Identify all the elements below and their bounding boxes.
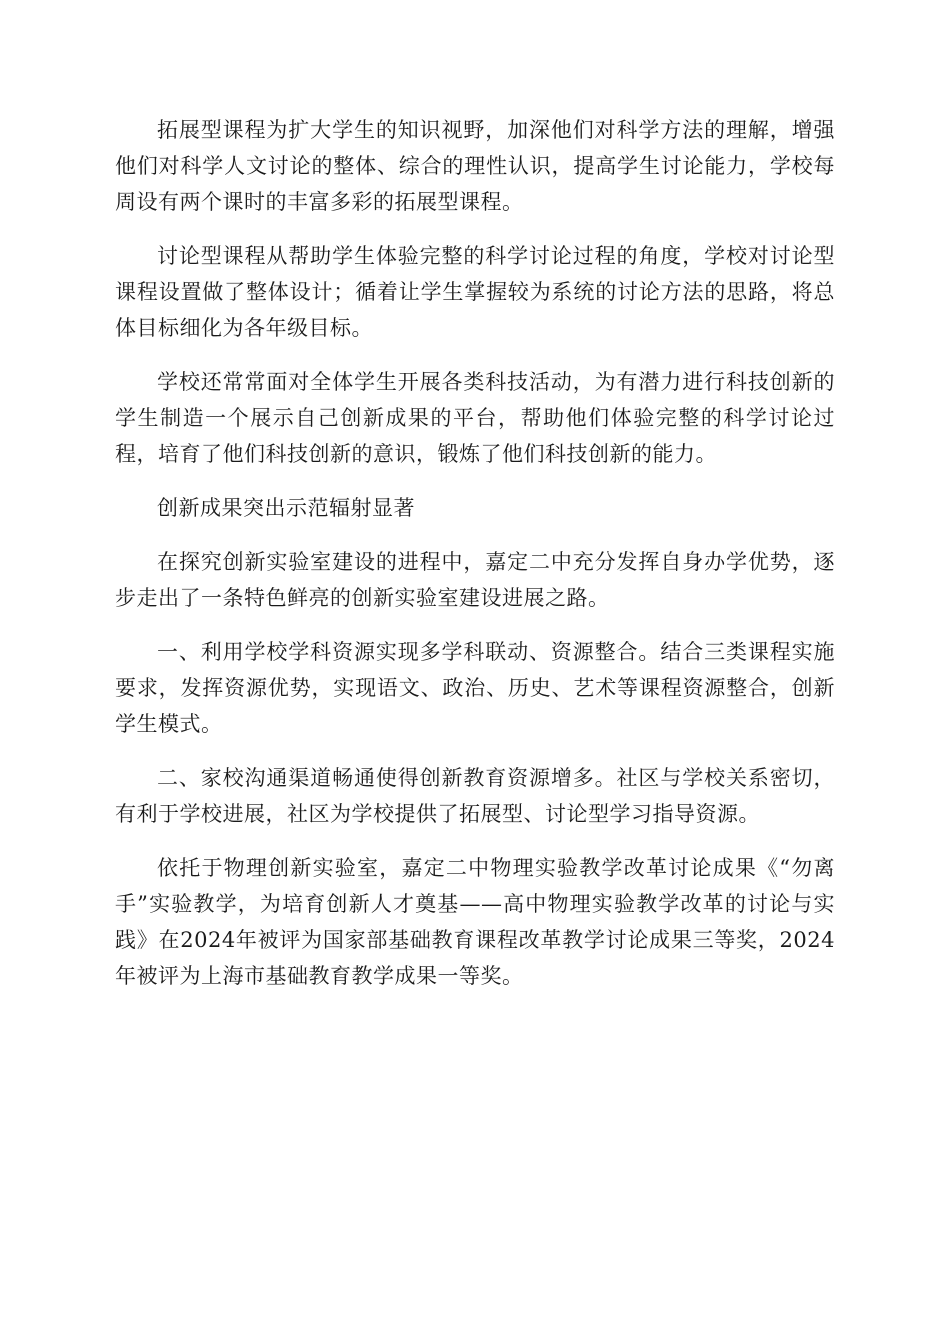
paragraph-lab-construction: 在探究创新实验室建设的进程中，嘉定二中充分发挥自身办学优势，逐步走出了一条特色鲜亮的创新实验室建设进展之路。 [115,550,835,610]
paragraph-physics-achievements: 依托于物理创新实验室，嘉定二中物理实验教学改革讨论成果《“勿离手”实验教学，为培育创新人才奠基——高中物理实验教学改革的讨论与实践》在2024年被评为国家部基础教育课程改革教学讨论成果三等奖，2024年被评为上海市基础教育教学成果一等奖。 [115,856,835,988]
section-heading: 创新成果突出示范辐射显著 [157,496,415,520]
paragraph-point-two: 二、家校沟通渠道畅通使得创新教育资源增多。社区与学校关系密切，有利于学校进展，社区为学校提供了拓展型、讨论型学习指导资源。 [115,766,835,826]
paragraph-discussion-courses: 讨论型课程从帮助学生体验完整的科学讨论过程的角度，学校对讨论型课程设置做了整体设计；循着让学生掌握较为系统的讨论方法的思路，将总体目标细化为各年级目标。 [115,244,835,340]
document-body [115,112,835,1012]
paragraph-point-one: 一、利用学校学科资源实现多学科联动、资源整合。结合三类课程实施要求，发挥资源优势，实现语文、政治、历史、艺术等课程资源整合，创新学生模式。 [115,640,835,736]
paragraph-extended-courses: 拓展型课程为扩大学生的知识视野，加深他们对科学方法的理解，增强他们对科学人文讨论的整体、综合的理性认识，提高学生讨论能力，学校每周设有两个课时的丰富多彩的拓展型课程。 [115,118,835,214]
paragraph-tech-activities: 学校还常常面对全体学生开展各类科技活动，为有潜力进行科技创新的学生制造一个展示自己创新成果的平台，帮助他们体验完整的科学讨论过程，培育了他们科技创新的意识，锻炼了他们科技创新的能力。 [115,370,835,466]
